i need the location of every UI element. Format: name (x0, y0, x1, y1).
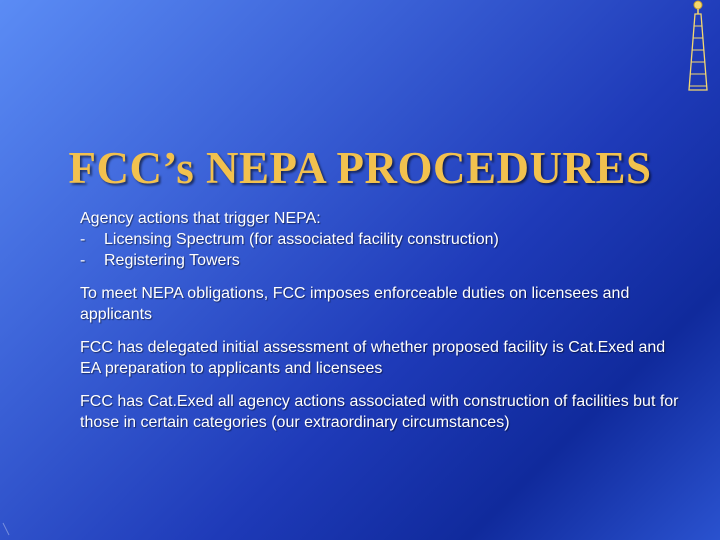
body-paragraph: To meet NEPA obligations, FCC imposes enforceable duties on licensees and applicants (80, 285, 630, 323)
list-item-text: Registering Towers (104, 252, 240, 269)
radio-tower-icon (684, 0, 712, 94)
body-paragraph: FCC has Cat.Exed all agency actions associated with construction of facilities but for those in certain categories (our extraordinary circumstances) (80, 393, 679, 431)
bullet-marker: - (80, 231, 86, 248)
slide-content (80, 208, 680, 445)
list-item (80, 250, 680, 271)
list-item-text: Licensing Spectrum (for associated facility construction) (104, 231, 499, 248)
slide-title: FCC’s NEPA PROCEDURES (68, 143, 652, 193)
intro-text: Agency actions that trigger NEPA: (80, 210, 321, 227)
body-paragraph: FCC has delegated initial assessment of whether proposed facility is Cat.Exed and EA preparation to applicants and licensees (80, 339, 666, 377)
corner-decoration (2, 522, 10, 536)
list-item (80, 229, 680, 250)
trigger-list (80, 229, 680, 271)
bullet-marker: - (80, 252, 86, 269)
